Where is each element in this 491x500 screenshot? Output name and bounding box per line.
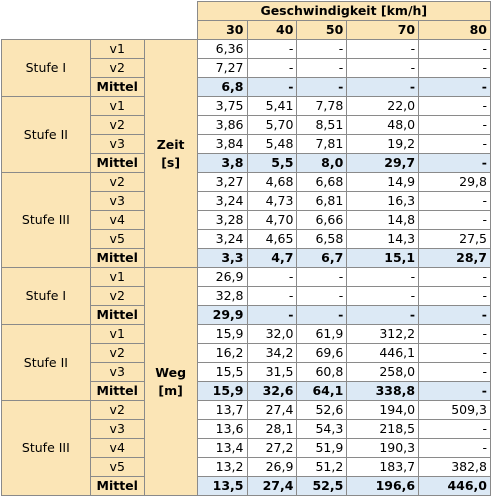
value-cell: 13,4 [197,439,247,458]
value-cell: 6,58 [297,230,347,249]
results-table-body [2,2,491,496]
value-cell: - [247,268,297,287]
speed-header-title: Geschwindigkeit [km/h] [197,2,490,21]
mittel-value-cell: - [419,154,491,173]
value-cell: 7,81 [297,135,347,154]
vehicle-label: v3 [90,363,144,382]
value-cell: 194,0 [347,401,419,420]
value-cell: 6,81 [297,192,347,211]
value-cell: - [297,268,347,287]
mittel-value-cell: 29,7 [347,154,419,173]
value-cell: - [419,363,491,382]
mittel-value-cell: 5,5 [247,154,297,173]
mittel-value-cell: - [297,306,347,325]
vehicle-label: v2 [90,401,144,420]
value-cell: 3,24 [197,230,247,249]
vehicle-label: v2 [90,287,144,306]
value-cell: 29,8 [419,173,491,192]
value-cell: 27,5 [419,230,491,249]
value-cell: - [297,40,347,59]
value-cell: - [419,420,491,439]
value-cell: 16,3 [347,192,419,211]
value-cell: 31,5 [247,363,297,382]
value-cell: 509,3 [419,401,491,420]
value-cell: - [419,135,491,154]
mittel-value-cell: 4,7 [247,249,297,268]
value-cell: - [347,268,419,287]
value-cell: 3,86 [197,116,247,135]
value-cell: - [347,40,419,59]
value-cell: 60,8 [297,363,347,382]
mittel-value-cell: 29,9 [197,306,247,325]
measure-label [144,268,197,496]
stufe-label: Stufe II [2,325,91,401]
value-cell: 5,41 [247,97,297,116]
mittel-label: Mittel [90,477,144,496]
value-cell: 183,7 [347,458,419,477]
speed-header-80: 80 [419,21,491,40]
value-cell: 3,84 [197,135,247,154]
value-cell: 51,9 [297,439,347,458]
table-row [2,401,491,420]
table-row [2,97,491,116]
mittel-value-cell: 3,3 [197,249,247,268]
table-row [2,40,491,59]
value-cell: 52,6 [297,401,347,420]
value-cell: 28,1 [247,420,297,439]
mittel-label: Mittel [90,249,144,268]
vehicle-label: v3 [90,135,144,154]
value-cell: 3,75 [197,97,247,116]
value-cell: - [419,268,491,287]
value-cell: 54,3 [297,420,347,439]
value-cell: 15,9 [197,325,247,344]
measure-unit: [s] [161,154,181,170]
header-title-row [2,2,491,21]
value-cell: 14,3 [347,230,419,249]
speed-header-70: 70 [347,21,419,40]
value-cell: - [247,287,297,306]
mittel-value-cell: - [419,306,491,325]
vehicle-label: v5 [90,230,144,249]
value-cell: 190,3 [347,439,419,458]
value-cell: 19,2 [347,135,419,154]
vehicle-label: v3 [90,192,144,211]
value-cell: 26,9 [247,458,297,477]
value-cell: 14,8 [347,211,419,230]
value-cell: - [419,97,491,116]
vehicle-label: v1 [90,40,144,59]
measure-unit: [m] [158,382,183,398]
mittel-value-cell: 28,7 [419,249,491,268]
table-row [2,268,491,287]
mittel-value-cell: - [419,78,491,97]
vehicle-label: v4 [90,439,144,458]
value-cell: - [419,116,491,135]
measure-name: Zeit [156,136,185,152]
value-cell: 13,7 [197,401,247,420]
stufe-label: Stufe III [2,401,91,496]
mittel-label: Mittel [90,78,144,97]
header-blank-cell [2,2,198,21]
mittel-value-cell: 8,0 [297,154,347,173]
value-cell: 4,73 [247,192,297,211]
mittel-label: Mittel [90,306,144,325]
value-cell: - [419,192,491,211]
vehicle-label: v1 [90,268,144,287]
mittel-value-cell: 6,7 [297,249,347,268]
value-cell: 3,24 [197,192,247,211]
value-cell: 34,2 [247,344,297,363]
value-cell: 4,65 [247,230,297,249]
header-speed-row [2,21,491,40]
value-cell: 51,2 [297,458,347,477]
value-cell: 446,1 [347,344,419,363]
mittel-value-cell: - [347,306,419,325]
measure-name: Weg [155,364,187,380]
measure-label [144,40,197,268]
value-cell: 5,48 [247,135,297,154]
results-table [1,1,491,496]
mittel-value-cell: 3,8 [197,154,247,173]
value-cell: 27,4 [247,401,297,420]
value-cell: - [347,59,419,78]
value-cell: 15,5 [197,363,247,382]
value-cell: - [247,40,297,59]
value-cell: - [419,59,491,78]
value-cell: - [419,439,491,458]
mittel-value-cell: 6,8 [197,78,247,97]
mittel-value-cell: - [247,306,297,325]
mittel-value-cell: 64,1 [297,382,347,401]
value-cell: 69,6 [297,344,347,363]
vehicle-label: v2 [90,116,144,135]
value-cell: 382,8 [419,458,491,477]
value-cell: 13,6 [197,420,247,439]
value-cell: 218,5 [347,420,419,439]
value-cell: - [419,344,491,363]
value-cell: 14,9 [347,173,419,192]
mittel-value-cell: 196,6 [347,477,419,496]
value-cell: 312,2 [347,325,419,344]
value-cell: 3,27 [197,173,247,192]
value-cell: 4,70 [247,211,297,230]
value-cell: 32,8 [197,287,247,306]
mittel-value-cell: - [247,78,297,97]
mittel-value-cell: - [419,382,491,401]
value-cell: 8,51 [297,116,347,135]
mittel-value-cell: 27,4 [247,477,297,496]
vehicle-label: v2 [90,59,144,78]
vehicle-label: v2 [90,173,144,192]
value-cell: - [297,287,347,306]
header-blank-cell [2,21,198,40]
value-cell: 7,78 [297,97,347,116]
value-cell: 6,68 [297,173,347,192]
value-cell: 3,28 [197,211,247,230]
speed-header-30: 30 [197,21,247,40]
value-cell: 16,2 [197,344,247,363]
mittel-value-cell: 446,0 [419,477,491,496]
value-cell: 61,9 [297,325,347,344]
value-cell: 4,68 [247,173,297,192]
mittel-value-cell: - [347,78,419,97]
mittel-value-cell: 32,6 [247,382,297,401]
stufe-label: Stufe II [2,97,91,173]
value-cell: - [419,287,491,306]
mittel-label: Mittel [90,154,144,173]
value-cell: 6,36 [197,40,247,59]
table-row [2,325,491,344]
stufe-label: Stufe III [2,173,91,268]
mittel-label: Mittel [90,382,144,401]
mittel-value-cell: 15,1 [347,249,419,268]
table-row [2,173,491,192]
vehicle-label: v5 [90,458,144,477]
speed-header-50: 50 [297,21,347,40]
stufe-label: Stufe I [2,268,91,325]
value-cell: - [419,211,491,230]
value-cell: 6,66 [297,211,347,230]
vehicle-label: v4 [90,211,144,230]
value-cell: - [247,59,297,78]
vehicle-label: v3 [90,420,144,439]
value-cell: 48,0 [347,116,419,135]
mittel-value-cell: - [297,78,347,97]
value-cell: - [419,325,491,344]
value-cell: 32,0 [247,325,297,344]
value-cell: - [419,40,491,59]
speed-header-40: 40 [247,21,297,40]
value-cell: 27,2 [247,439,297,458]
mittel-value-cell: 13,5 [197,477,247,496]
stufe-label: Stufe I [2,40,91,97]
vehicle-label: v1 [90,97,144,116]
value-cell: 13,2 [197,458,247,477]
mittel-value-cell: 15,9 [197,382,247,401]
vehicle-label: v1 [90,325,144,344]
value-cell: 22,0 [347,97,419,116]
value-cell: - [347,287,419,306]
vehicle-label: v2 [90,344,144,363]
value-cell: 7,27 [197,59,247,78]
value-cell: 258,0 [347,363,419,382]
mittel-value-cell: 52,5 [297,477,347,496]
mittel-value-cell: 338,8 [347,382,419,401]
value-cell: 5,70 [247,116,297,135]
value-cell: 26,9 [197,268,247,287]
value-cell: - [297,59,347,78]
